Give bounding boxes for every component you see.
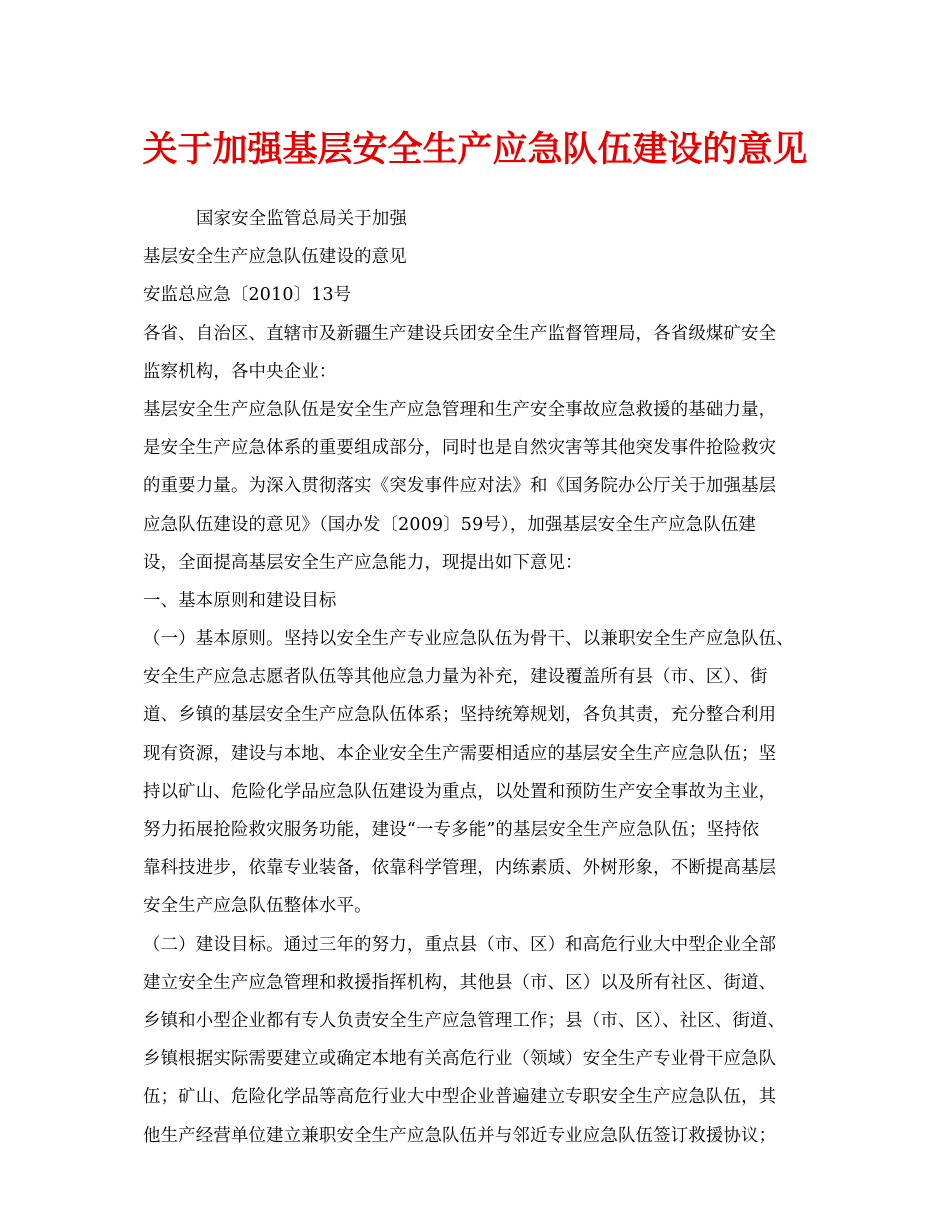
body-line: 靠科技进步，依靠专业装备，依靠科学管理，内练素质、外树形象，不断提高基层 [143,858,777,879]
body-line: 的重要力量。为深入贯彻落实《突发事件应对法》和《国务院办公厅关于加强基层 [143,476,777,497]
body-line: 伍；矿山、危险化学品等高危行业大中型企业普遍建立专职安全生产应急队伍，其 [143,1087,777,1108]
body-line: 努力拓展抢险救灾服务功能，建设“一专多能”的基层安全生产应急队伍；坚持依 [143,820,760,840]
body-line: 建立安全生产应急管理和救援指挥机构，其他县（市、区）以及所有社区、街道、 [143,972,777,993]
body-line: （一）基本原则。坚持以安全生产专业应急队伍为骨干、以兼职安全生产应急队伍、 [143,629,794,650]
section-heading: 一、基本原则和建设目标 [143,590,337,611]
body-line: 安监总应急〔2010〕13号 [143,285,352,306]
body-line: 他生产经营单位建立兼职安全生产应急队伍并与邻近专业应急队伍签订救援协议； [143,1125,777,1146]
body-line: 国家安全监管总局关于加强 [196,209,408,229]
document-body [143,200,815,1155]
body-line: 道、乡镇的基层安全生产应急队伍体系；坚持统筹规划，各负其责，充分整合利用 [143,705,777,726]
document-title: 关于加强基层安全生产应急队伍建设的意见 [142,129,808,170]
body-line: 监察机构，各中央企业： [143,361,337,382]
body-line: 现有资源，建设与本地、本企业安全生产需要相适应的基层安全生产应急队伍；坚 [143,743,777,764]
body-line: 设，全面提高基层安全生产应急能力，现提出如下意见： [143,552,583,573]
body-line: 基层安全生产应急队伍是安全生产应急管理和生产安全事故应急救援的基础力量， [143,399,777,420]
body-line: 安全生产应急队伍整体水平。 [143,896,372,917]
body-line: （二）建设目标。通过三年的努力，重点县（市、区）和高危行业大中型企业全部 [143,934,777,955]
body-line: 乡镇根据实际需要建立或确定本地有关高危行业（领域）安全生产专业骨干应急队 [143,1049,777,1070]
body-line: 是安全生产应急体系的重要组成部分，同时也是自然灾害等其他突发事件抢险救灾 [143,438,777,459]
body-line: 各省、自治区、直辖市及新疆生产建设兵团安全生产监督管理局，各省级煤矿安全 [143,323,777,344]
body-line: 应急队伍建设的意见》（国办发〔2009〕59号），加强基层安全生产应急队伍建 [143,514,757,535]
body-line: 持以矿山、危险化学品应急队伍建设为重点，以处置和预防生产安全事故为主业， [143,781,777,802]
body-line: 乡镇和小型企业都有专人负责安全生产应急管理工作；县（市、区）、社区、街道、 [143,1010,786,1031]
body-line: 基层安全生产应急队伍建设的意见 [143,247,407,268]
body-line: 安全生产应急志愿者队伍等其他应急力量为补充，建设覆盖所有县（市、区）、街 [143,667,768,688]
